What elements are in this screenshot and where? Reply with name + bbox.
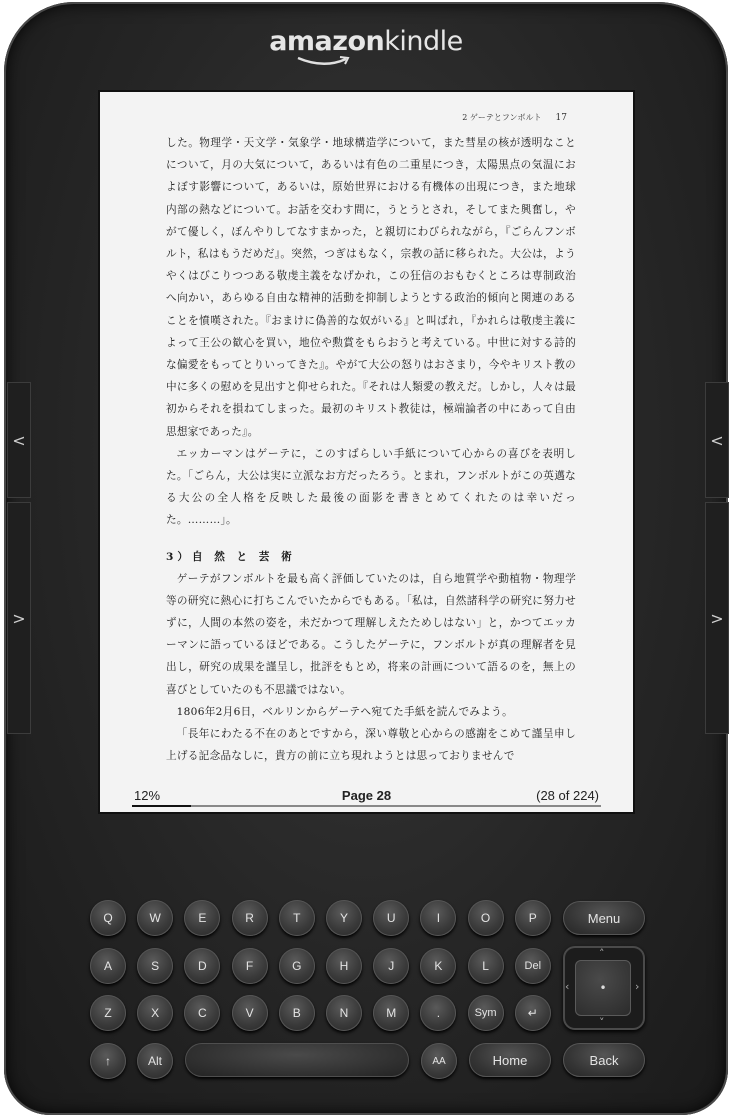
key-label: R — [245, 911, 254, 925]
back-button[interactable] — [563, 1043, 645, 1077]
left-prev-icon: < — [12, 430, 26, 450]
book-page-text — [166, 132, 576, 767]
right-arrow-icon[interactable]: › — [635, 980, 640, 993]
shift-key[interactable] — [90, 1043, 126, 1079]
reading-progress-track — [132, 805, 601, 807]
key-label: P — [528, 911, 537, 925]
menu-label: Menu — [587, 910, 621, 926]
key-f[interactable] — [232, 948, 268, 984]
key-label: T — [293, 911, 301, 925]
key-r[interactable] — [232, 900, 268, 936]
key-label: Q — [103, 911, 113, 925]
section-heading: 3）自 然 と 芸 術 — [166, 550, 296, 563]
reading-status-bar — [132, 788, 601, 806]
right-prev-icon: < — [710, 430, 724, 450]
font-size-label: AA — [432, 1055, 446, 1067]
location-count: (28 of 224) — [536, 788, 599, 803]
left-prev-page-button[interactable] — [7, 382, 31, 498]
key-l[interactable] — [468, 948, 504, 984]
key-j[interactable] — [373, 948, 409, 984]
percent-read: 12% — [134, 788, 161, 803]
logo-kindle-text: kindle — [384, 26, 463, 57]
amazon-smile-icon — [296, 55, 352, 67]
key-label: S — [151, 959, 160, 973]
key-label: I — [436, 911, 441, 925]
menu-button[interactable] — [563, 901, 645, 935]
up-arrow-icon[interactable]: ˄ — [599, 947, 605, 960]
page-number: Page 28 — [341, 788, 392, 803]
key-label: N — [339, 1006, 349, 1020]
key-label: W — [149, 911, 161, 925]
key-label: E — [198, 911, 207, 925]
font-size-key[interactable] — [421, 1043, 457, 1079]
key-label: V — [245, 1006, 254, 1020]
key-label: D — [198, 959, 207, 973]
key-w[interactable] — [137, 900, 173, 936]
eink-screen — [100, 92, 633, 812]
down-arrow-icon[interactable]: ˅ — [599, 1016, 605, 1029]
key-sym[interactable] — [468, 995, 504, 1031]
key-label: Sym — [474, 1007, 497, 1019]
right-next-page-button[interactable] — [705, 502, 729, 734]
select-dot-icon: • — [599, 981, 607, 995]
key-x[interactable] — [137, 995, 173, 1031]
alt-key[interactable] — [137, 1043, 173, 1079]
key-label: Y — [339, 911, 348, 925]
alt-label: Alt — [147, 1054, 162, 1068]
running-head — [462, 112, 567, 123]
key-z[interactable] — [90, 995, 126, 1031]
key-q[interactable] — [90, 900, 126, 936]
five-way-select-button[interactable] — [575, 960, 631, 1016]
amazon-kindle-logo — [0, 26, 732, 57]
key-y[interactable] — [326, 900, 362, 936]
key-label: L — [482, 959, 489, 973]
key-label: A — [103, 959, 112, 973]
key-b[interactable] — [279, 995, 315, 1031]
back-label: Back — [589, 1052, 619, 1068]
right-next-icon: > — [710, 608, 724, 628]
shift-icon: ↑ — [105, 1054, 111, 1068]
key-t[interactable] — [279, 900, 315, 936]
key-label: G — [292, 959, 302, 973]
key-s[interactable] — [137, 948, 173, 984]
key-label: C — [198, 1006, 207, 1020]
right-prev-page-button[interactable] — [705, 382, 729, 498]
paragraph: ゲーテがフンボルトを最も高く評価していたのは，自ら地質学や動植物・物理学等の研究に熱心に打ちこんでいたからでもある。「私は，自然諸科学の研究に努力せずに，人間の本然の姿を，未だかつて理解しえたためしはない」と，かつてエッカーマンに語っているほどである。こうしたゲーテに，フンボルトが真の理解者を見出し，研究の成果を謹呈し，批評をもとめ，将来の計画について語るのを，無上の喜びとしていたのも不思議ではない。 — [166, 572, 576, 696]
chapter-head: 2 ゲーテとフンボルト — [462, 113, 542, 122]
left-next-page-button[interactable] — [7, 502, 31, 734]
five-way-controller[interactable] — [563, 946, 645, 1030]
key-v[interactable] — [232, 995, 268, 1031]
key-label: X — [151, 1006, 160, 1020]
key-h[interactable] — [326, 948, 362, 984]
key-n[interactable] — [326, 995, 362, 1031]
reading-progress-fill — [132, 805, 191, 807]
key-label: ↵ — [527, 1006, 538, 1020]
key-o[interactable] — [468, 900, 504, 936]
key-label: U — [386, 911, 396, 925]
home-label: Home — [492, 1052, 528, 1068]
key-g[interactable] — [279, 948, 315, 984]
paragraph: 「長年にわたる不在のあとですから，深い尊敬と心からの感謝をこめて謹呈申し上げる記念品なしに，貴方の前に立ち現れようとは思っておりませんで — [166, 728, 576, 763]
key-label: F — [245, 959, 254, 973]
key-label: B — [292, 1006, 301, 1020]
key-label: Del — [524, 960, 542, 972]
paragraph: した。物理学・天文学・気象学・地球構造学について，また彗星の核が透明なことについて，月の大気について，あるいは有色の二重星につき，太陽黒点の気温におよぼす影響について，あるいは，原始世界における有機体の出現につき，また地球内部の熱などについて。お話を交わす間に，うとうとされ，そしてまた興奮し，やがて優しく，ぼんやりしてなすまかった，と親切にわびられながら，『ごらんフンボルト，私はもうだめだ』。突然，つぎはもなく，宗教の話に移られた。大公は，ようやくはびこりつつある敬虔主義をなげかれ，この狂信のおもむくところは専制政治へ向かい，あらゆる自由な精神的活動を抑制しようとする政治的傾向と関連のあることを憤嘆された。『おまけに偽善的な奴がいる』と叫ばれ，『かれらは敬虔主義によって王公の歓心を買い，地位や勲賞をもらおうと考えている。中世に対する詩的な偏愛をもってとりいってきた』。やがて大公の怒りはおさまり，今やキリスト教の中に多くの慰めを見出すと仰せられた。『それは人類愛の教えだ。しかし，人々は最初からそれを損ねてしまった。最初のキリスト教徒は，極端論者の中にあって自由思想家であった』。 — [166, 137, 576, 438]
key-label: Z — [104, 1006, 112, 1020]
key-label: H — [339, 959, 349, 973]
paragraph: 1806年2月6日，ベルリンからゲーテへ宛てた手紙を読んでみよう。 — [176, 705, 513, 718]
left-arrow-icon[interactable]: ‹ — [565, 980, 570, 993]
paragraph: エッカーマンはゲーテに，このすばらしい手紙について心からの喜びを表明した。「ごらん，大公は実に立派なお方だったろう。とまれ，フンボルトがこの英邁なる大公の全人格を反映した最後の面影を書きとめてくれたのは幸いだった。………」。 — [166, 447, 576, 527]
space-bar[interactable] — [185, 1043, 409, 1077]
page-folio: 17 — [555, 113, 567, 123]
key-label: K — [434, 959, 443, 973]
logo-amazon-text: amazon — [269, 26, 385, 57]
key-u[interactable] — [373, 900, 409, 936]
key-return[interactable] — [515, 995, 551, 1031]
key-m[interactable] — [373, 995, 409, 1031]
key-label: J — [388, 959, 395, 973]
key-label: O — [480, 911, 491, 925]
key-del[interactable] — [515, 948, 551, 984]
key-a[interactable] — [90, 948, 126, 984]
key-p[interactable] — [515, 900, 551, 936]
key-label: M — [386, 1006, 397, 1020]
home-button[interactable] — [469, 1043, 551, 1077]
key-label: . — [436, 1006, 441, 1020]
left-next-icon: > — [12, 608, 26, 628]
